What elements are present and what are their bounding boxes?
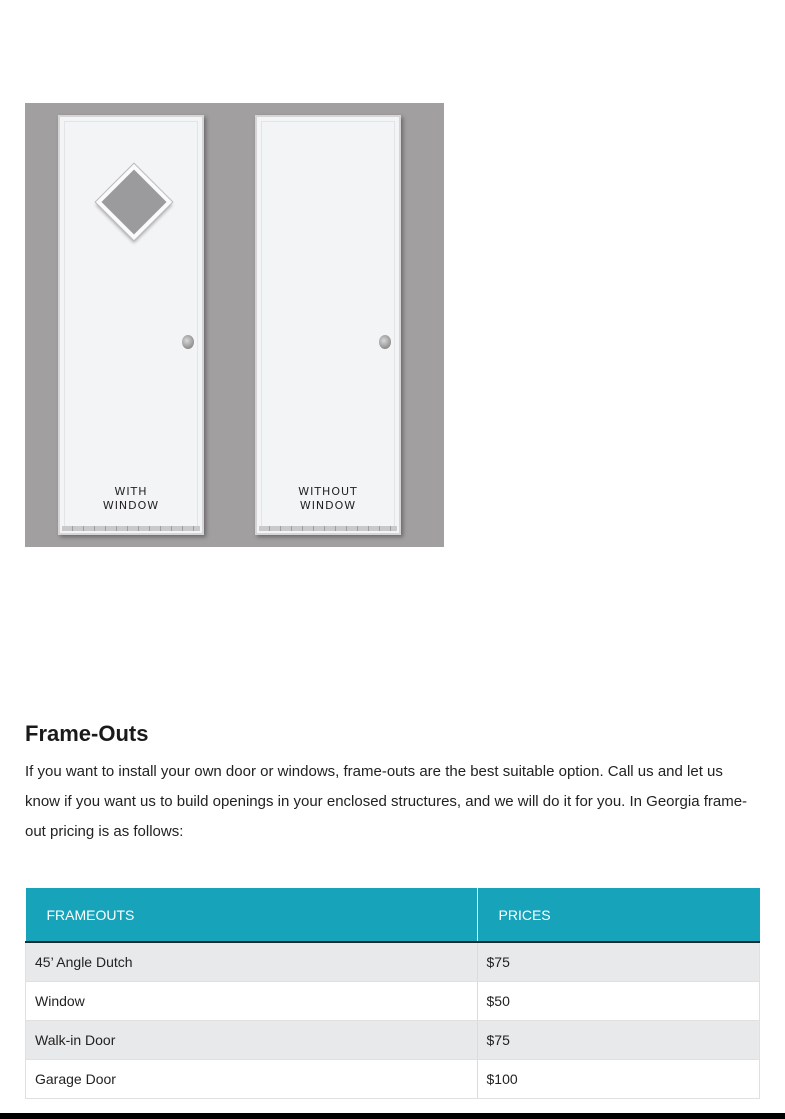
door-caption <box>60 485 202 513</box>
door-with-window <box>58 115 204 535</box>
door-caption-line: WITH <box>114 485 148 498</box>
column-header-prices: PRICES <box>477 888 760 942</box>
frameout-price: $75 <box>477 1021 760 1060</box>
door-sill <box>259 526 397 531</box>
frameout-price: $100 <box>477 1060 760 1099</box>
door-knob-icon <box>182 335 194 349</box>
frameout-price-table <box>25 888 760 1099</box>
door-without-window <box>255 115 401 535</box>
footer-bar <box>0 1113 785 1119</box>
section-title: Frame-Outs <box>25 721 149 746</box>
frameout-item: Garage Door <box>26 1060 478 1099</box>
table-row <box>26 1060 760 1099</box>
frameout-price: $50 <box>477 982 760 1021</box>
frameout-price: $75 <box>477 942 760 982</box>
table-row <box>26 1021 760 1060</box>
table-row <box>26 942 760 982</box>
door-knob-icon <box>379 335 391 349</box>
door-caption-line: WINDOW <box>102 499 160 512</box>
column-header-frameouts: FRAMEOUTS <box>26 888 478 942</box>
door-caption-line: WINDOW <box>299 499 357 512</box>
section-description: If you want to install your own door or windows, frame-outs are the best suitable option. Call us and let us know if you want us to build openings in your enclosed structures, and we will do it for you. In Georgia frame-out pricing is as follows: <box>25 763 748 840</box>
frameout-item: Window <box>26 982 478 1021</box>
door-caption <box>257 485 399 513</box>
frameout-item: Walk-in Door <box>26 1021 478 1060</box>
frameout-item: 45’ Angle Dutch <box>26 942 478 982</box>
door-sill <box>62 526 200 531</box>
door-caption-line: WITHOUT <box>298 485 358 498</box>
table-header-row <box>26 888 760 942</box>
doors-image <box>25 103 444 547</box>
table-row <box>26 982 760 1021</box>
